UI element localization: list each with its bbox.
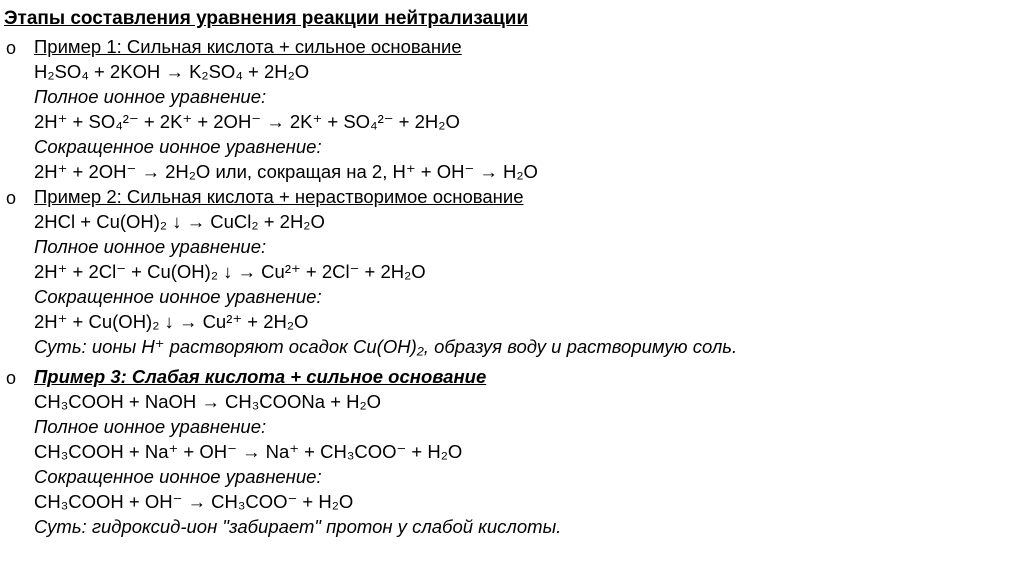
example-2-heading: Пример 2: Сильная кислота + нерастворимое основание bbox=[34, 186, 524, 207]
bullet-marker: o bbox=[6, 368, 17, 388]
example-2-full-equation: 2H⁺ + 2Cl⁻ + Cu(OH)₂ ↓ → Cu²⁺ + 2Cl⁻ + 2H₂O bbox=[34, 261, 426, 282]
example-3-equation: CH₃COOH + NaOH → CH₃COONa + H₂O bbox=[34, 391, 382, 412]
example-2-short-equation: 2H⁺ + Cu(OH)₂ ↓ → Cu²⁺ + 2H₂O bbox=[34, 311, 309, 332]
example-2-essence: Суть: ионы H⁺ растворяют осадок Cu(OH)₂, образуя воду и растворимую соль. bbox=[34, 336, 738, 357]
example-2-short-label: Сокращенное ионное уравнение: bbox=[34, 286, 322, 307]
example-1-full-equation: 2H⁺ + SO₄²⁻ + 2K⁺ + 2OH⁻ → 2K⁺ + SO₄²⁻ + 2H₂O bbox=[34, 111, 460, 132]
slide-title: Этапы составления уравнения реакции нейтрализации bbox=[4, 8, 529, 29]
example-3-essence: Суть: гидроксид-ион "забирает" протон у слабой кислоты. bbox=[34, 516, 562, 537]
example-2-full-label: Полное ионное уравнение: bbox=[34, 236, 267, 257]
example-1-equation: H₂SO₄ + 2KOH → K₂SO₄ + 2H₂O bbox=[34, 61, 310, 82]
example-1-short-label: Сокращенное ионное уравнение: bbox=[34, 136, 322, 157]
example-1-short-equation: 2H⁺ + 2OH⁻ → 2H₂O или, сокращая на 2, H⁺ + OH⁻ → H₂O bbox=[34, 161, 538, 182]
example-3-short-label: Сокращенное ионное уравнение: bbox=[34, 466, 322, 487]
example-1-heading: Пример 1: Сильная кислота + сильное основание bbox=[34, 36, 462, 57]
bullet-marker: o bbox=[6, 38, 17, 58]
example-1-full-label: Полное ионное уравнение: bbox=[34, 86, 267, 107]
bullet-marker: o bbox=[6, 188, 17, 208]
example-2-equation: 2HCl + Cu(OH)₂ ↓ → CuCl₂ + 2H₂O bbox=[34, 211, 325, 232]
example-3-full-equation: CH₃COOH + Na⁺ + OH⁻ → Na⁺ + CH₃COO⁻ + H₂O bbox=[34, 441, 463, 462]
example-3-full-label: Полное ионное уравнение: bbox=[34, 416, 267, 437]
example-3-heading: Пример 3: Слабая кислота + сильное основание bbox=[34, 366, 487, 387]
example-3-short-equation: CH₃COOH + OH⁻ → CH₃COO⁻ + H₂O bbox=[34, 491, 354, 512]
